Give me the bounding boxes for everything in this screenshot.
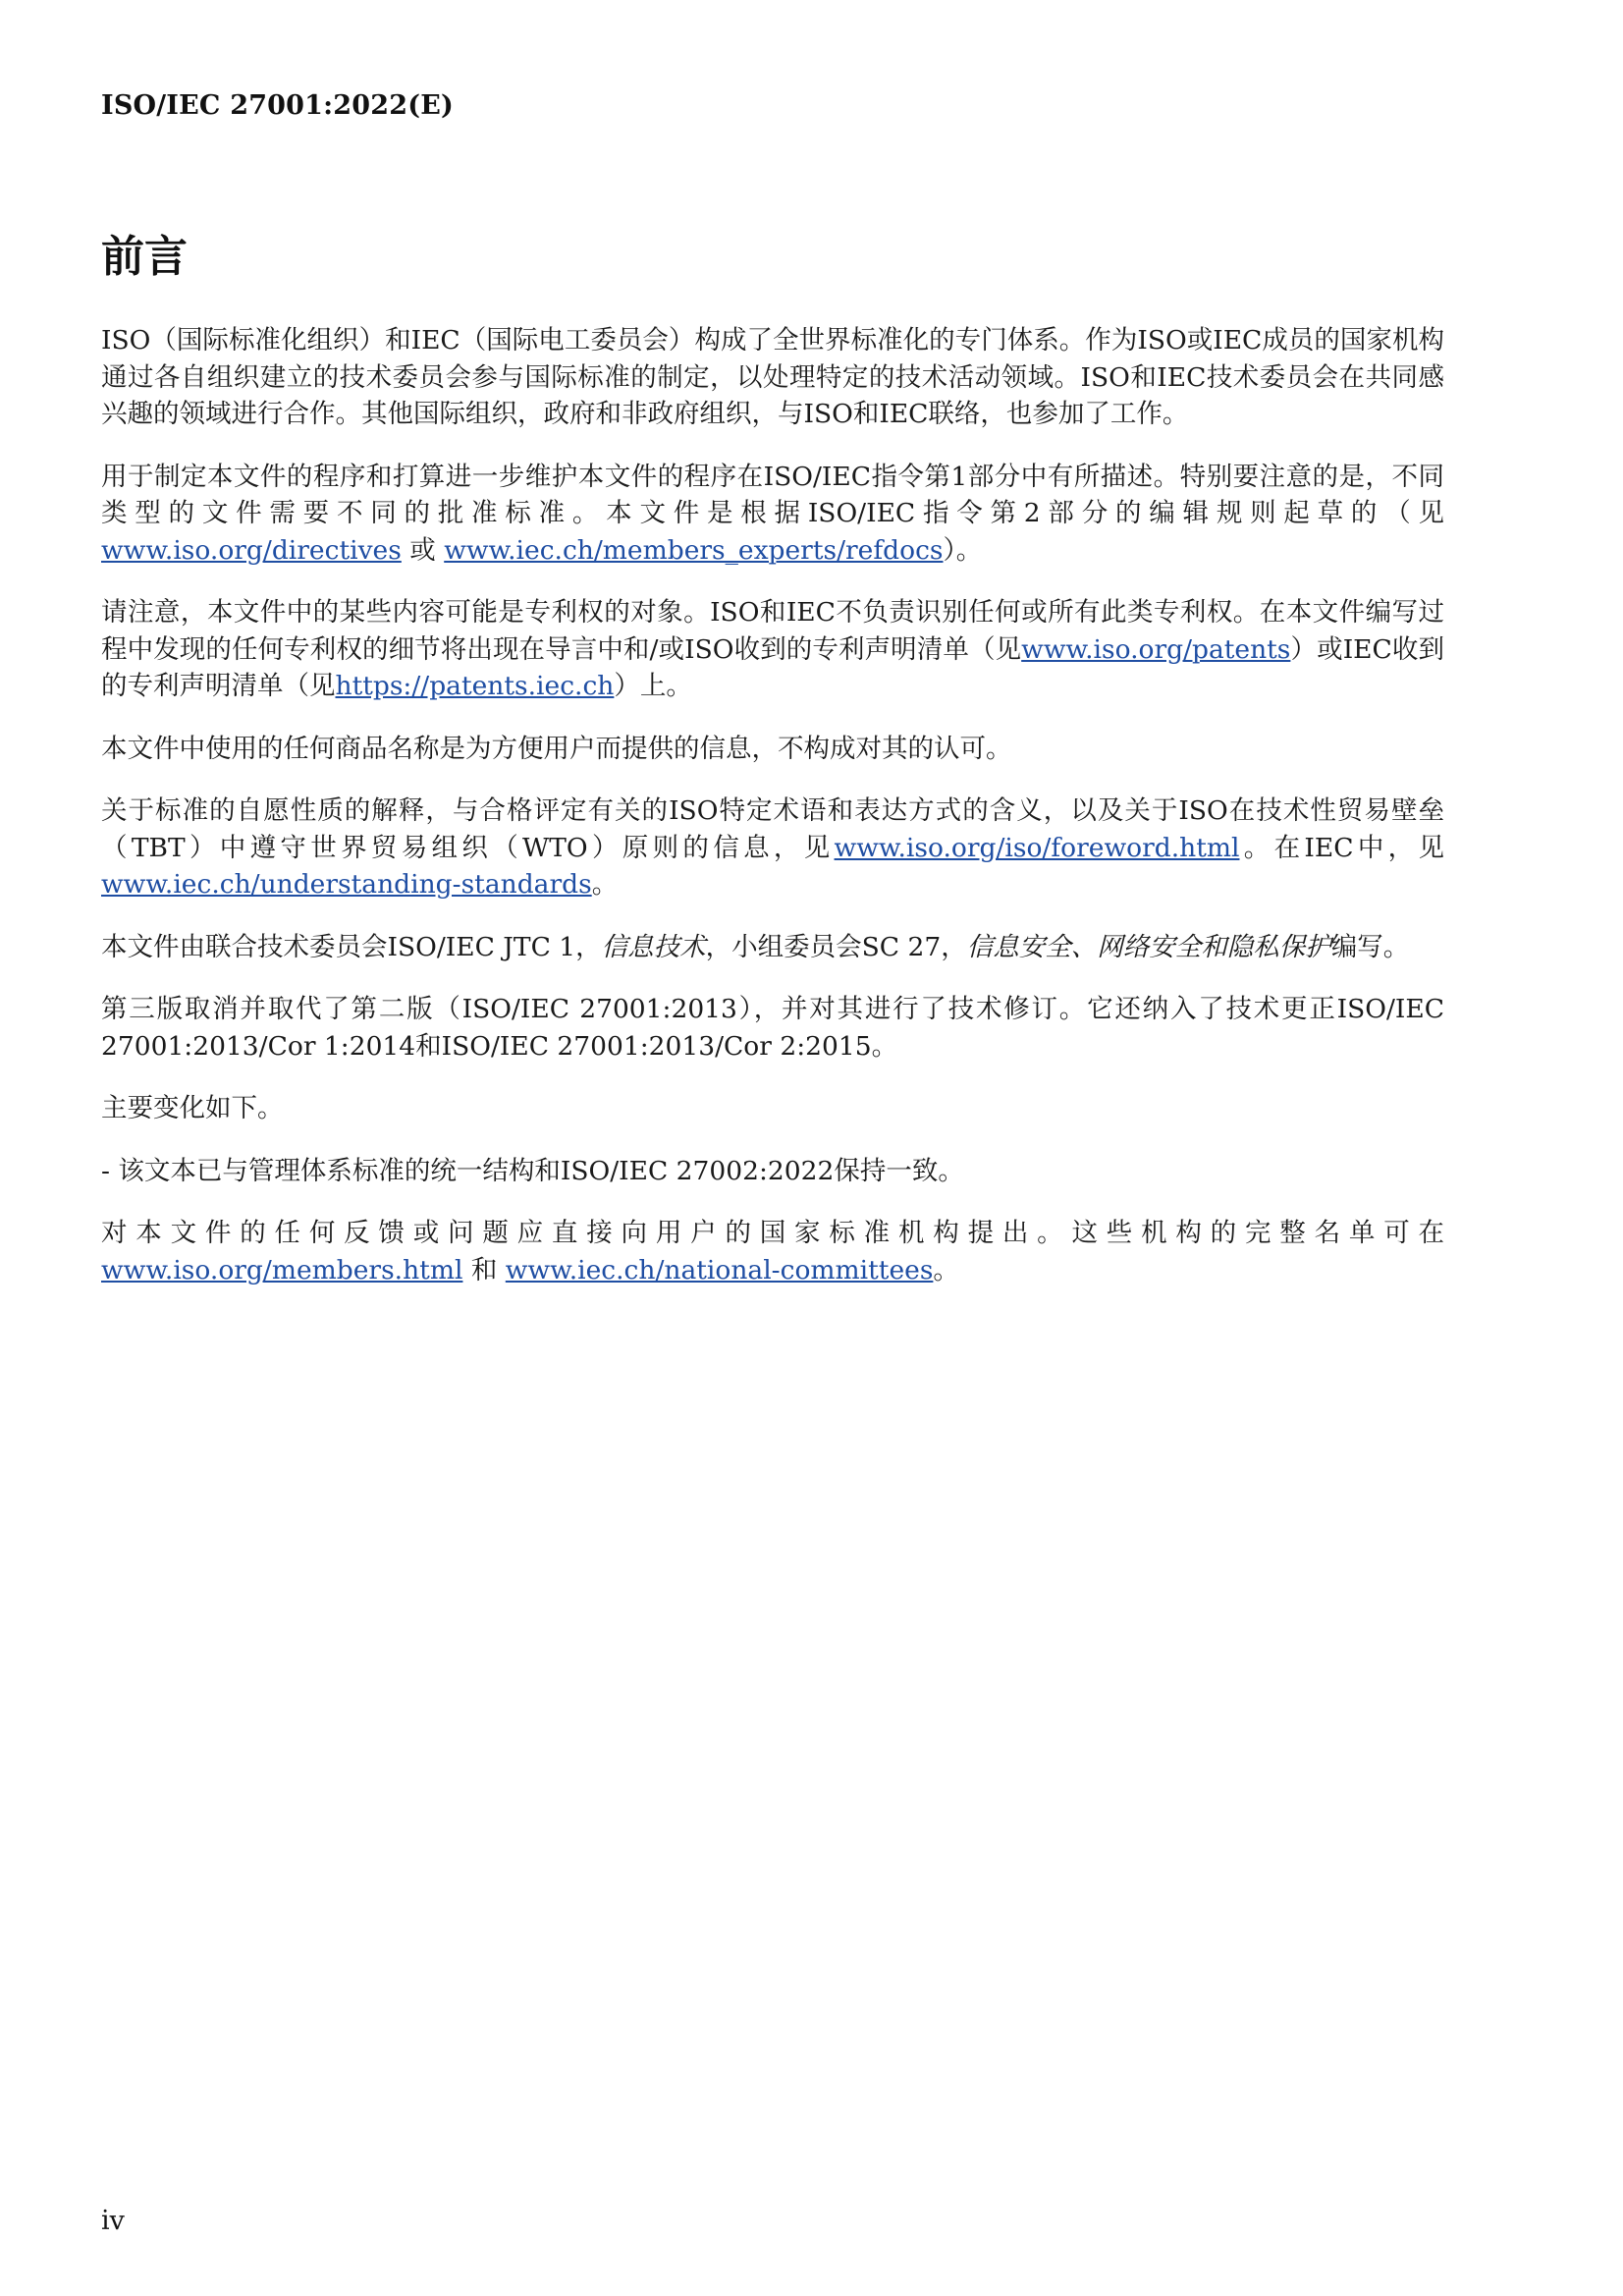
section-title-foreword: 前言 [101, 232, 188, 282]
foreword-body [101, 322, 1444, 1314]
link-iso-members[interactable]: www.iso.org/members.html [101, 1254, 463, 1285]
paragraph-4 [101, 731, 1444, 768]
paragraph-5-text-a: 关于标准的自愿性质的解释，与合格评定有关的ISO特定术语和表达方式的含义，以及关于ISO在技术性贸易壁垒（TBT）中遵守世界贸易组织（WTO）原则的信息，见 [101, 795, 1444, 863]
paragraph-9-text: - 该文本已与管理体系标准的统一结构和ISO/IEC 27002:2022保持一致。 [101, 1155, 964, 1186]
paragraph-6-italic-1: 信息技术 [601, 931, 706, 962]
paragraph-2 [101, 459, 1444, 570]
paragraph-3-text-c: ）上。 [614, 671, 692, 701]
paragraph-6-text-b: ，小组委员会SC 27， [705, 931, 967, 962]
paragraph-10-text-a: 对本文件的任何反馈或问题应直接向用户的国家标准机构提出。这些机构的完整名单可在 [101, 1218, 1444, 1248]
paragraph-5-text-b: 。在IEC中，见 [1239, 832, 1444, 863]
paragraph-9 [101, 1153, 1444, 1190]
paragraph-1-text: ISO（国际标准化组织）和IEC（国际电工委员会）构成了全世界标准化的专门体系。作为ISO或IEC成员的国家机构通过各自组织建立的技术委员会参与国际标准的制定，以处理特定的技术活动领域。ISO和IEC技术委员会在共同感兴趣的领域进行合作。其他国际组织，政府和非政府组织，与ISO和IEC联络，也参加了工作。 [101, 325, 1444, 429]
paragraph-3-text-a: 请注意，本文件中的某些内容可能是专利权的对象。ISO和IEC不负责识别任何或所有此类专利权。在本文件编写过程中发现的任何专利权的细节将出现在导言中和/或ISO收到的专利声明清单（见 [101, 597, 1444, 665]
link-iso-foreword[interactable]: www.iso.org/iso/foreword.html [834, 832, 1240, 863]
paragraph-2-text-a: 用于制定本文件的程序和打算进一步维护本文件的程序在ISO/IEC指令第1部分中有所描述。特别要注意的是，不同类型的文件需要不同的批准标准。本文件是根据ISO/IEC指令第2部分的编辑规则起草的（见 [101, 461, 1444, 528]
paragraph-5 [101, 793, 1444, 903]
paragraph-6-italic-2: 信息安全、网络安全和隐私保护 [966, 931, 1331, 962]
link-iec-patents[interactable]: https://patents.iec.ch [335, 671, 615, 701]
paragraph-5-text-c: 。 [591, 869, 619, 900]
paragraph-10 [101, 1215, 1444, 1288]
paragraph-2-text-b: 或 [401, 534, 445, 566]
paragraph-10-text-c: 。 [933, 1254, 959, 1285]
paragraph-3-text-b: ）或IEC收到的专利声明清单（见 [101, 633, 1444, 701]
link-iec-understanding-standards[interactable]: www.iec.ch/understanding-standards [101, 869, 592, 900]
paragraph-7-text: 第三版取消并取代了第二版（ISO/IEC 27001:2013），并对其进行了技术修订。它还纳入了技术更正ISO/IEC 27001:2013/Cor 1:2014和ISO/IEC 27001:2013/Cor 2:2015。 [101, 994, 1444, 1062]
link-iec-refdocs[interactable]: www.iec.ch/members_experts/refdocs [444, 534, 944, 566]
paragraph-6-text-c: 编写。 [1330, 931, 1410, 962]
paragraph-8-text: 主要变化如下。 [101, 1093, 284, 1123]
paragraph-4-text: 本文件中使用的任何商品名称是为方便用户而提供的信息，不构成对其的认可。 [101, 733, 1012, 764]
link-iso-directives[interactable]: www.iso.org/directives [101, 534, 402, 566]
paragraph-7 [101, 991, 1444, 1065]
paragraph-2-text-c: ）。 [943, 534, 983, 566]
paragraph-1 [101, 322, 1444, 433]
paragraph-3 [101, 594, 1444, 705]
page-number: iv [101, 2206, 125, 2236]
link-iso-patents[interactable]: www.iso.org/patents [1021, 633, 1291, 665]
paragraph-10-text-b: 和 [462, 1254, 506, 1285]
paragraph-6 [101, 929, 1444, 966]
document-header-title: ISO/IEC 27001:2022(E) [101, 90, 454, 121]
link-iec-national-committees[interactable]: www.iec.ch/national-committees [505, 1254, 934, 1285]
paragraph-8 [101, 1090, 1444, 1127]
paragraph-6-text-a: 本文件由联合技术委员会ISO/IEC JTC 1， [101, 931, 602, 962]
